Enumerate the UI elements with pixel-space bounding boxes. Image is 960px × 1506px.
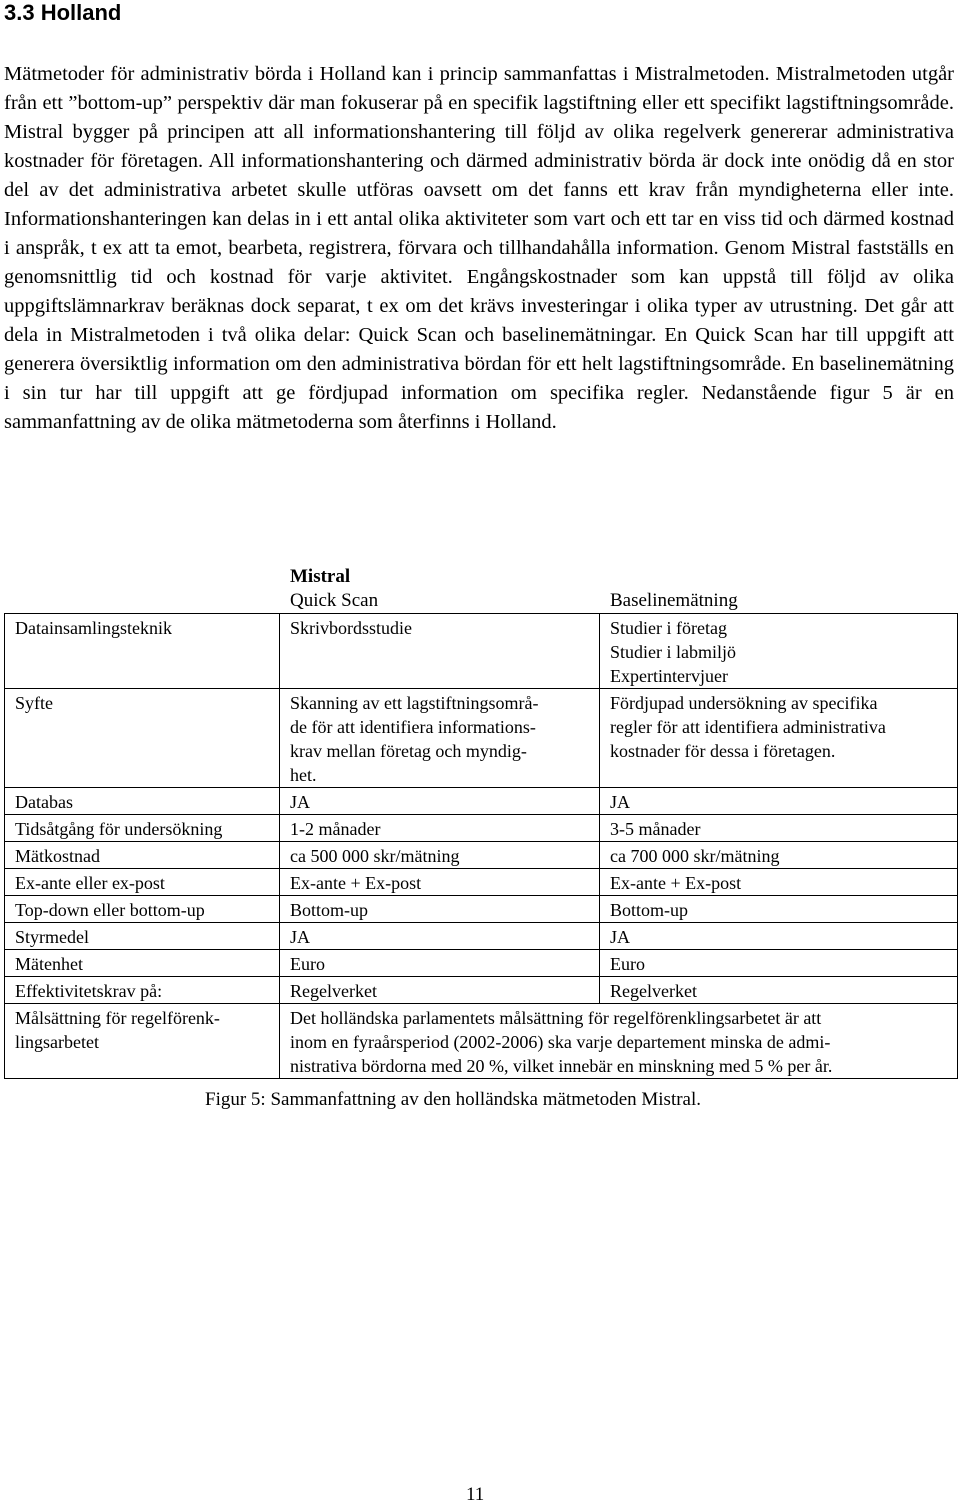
row-label: Datainsamlingsteknik bbox=[5, 614, 280, 689]
quick-scan-cell: Euro bbox=[280, 950, 600, 977]
body-paragraph: Mätmetoder för administrativ börda i Holland kan i princip sammanfattas i Mistralmetoden. Mistralmetoden utgår från ett ”bottom-up” perspektiv där man fokuserar på en specifik lagstiftning eller ett specifikt lagstiftningsområde. Mistral bygger på principen att all informationshantering till följd av olika regelverk genererar administrativa kostnader för företagen. All informationshantering och därmed administrativ börda är dock inte onödig då en stor del av det administrativa arbetet skulle utföras oavsett om det fanns ett krav från myndigheterna eller inte. Informationshanteringen kan delas in i ett antal olika aktiviteter som vart och ett tar en viss tid och därmed kostnad i anspråk, t ex att ta emot, bearbeta, registrera, förvara och tillhandahålla information. Genom Mistral fastställs en genomsnittlig tid och kostnad för varje aktivitet. Engångskostnader som kan uppstå till följd av olika uppgiftslämnarkrav beräknas dock separat, t ex om det krävs investeringar i olika typer av utrustning. Det går att dela in Mistralmetoden i två olika delar: Quick Scan och baselinemätningar. En Quick Scan har till uppgift att generera översiktlig information om den administrativa bördan för ett helt lagstiftningsområde. En baselinemätning i sin tur har till uppgift att ge fördjupad information om specifika regler. Nedanstående figur 5 är en sammanfattning av de olika mätmetoderna som återfinns i Holland. bbox=[4, 63, 954, 433]
baseline-cell: Ex-ante + Ex-post bbox=[600, 869, 958, 896]
row-label: Effektivitetskrav på: bbox=[5, 977, 280, 1004]
quick-scan-cell: Bottom-up bbox=[280, 896, 600, 923]
baseline-cell: Euro bbox=[600, 950, 958, 977]
cell-line: nistrativa bördorna med 20 %, vilket innebär en minskning med 5 % per år. bbox=[290, 1056, 833, 1076]
cell-line: het. bbox=[290, 765, 317, 785]
column-header-quick-scan: Quick Scan bbox=[290, 590, 379, 611]
merged-goal-cell bbox=[280, 1004, 958, 1079]
baseline-cell: JA bbox=[600, 788, 958, 815]
cell-line: Skanning av ett lagstiftningsområ- bbox=[290, 693, 539, 713]
table-row bbox=[5, 1004, 958, 1079]
cell-line: Studier i företag bbox=[610, 618, 727, 638]
table-row bbox=[5, 923, 958, 950]
page-number: 11 bbox=[466, 1484, 485, 1505]
row-label: Databas bbox=[5, 788, 280, 815]
table-row bbox=[5, 689, 958, 788]
section-heading: 3.3 Holland bbox=[4, 0, 122, 25]
column-header-baseline: Baselinemätning bbox=[610, 590, 738, 611]
cell-line: Expertintervjuer bbox=[610, 666, 728, 686]
comparison-table bbox=[4, 613, 958, 1079]
row-label: Tidsåtgång för undersökning bbox=[5, 815, 280, 842]
quick-scan-cell: 1-2 månader bbox=[280, 815, 600, 842]
cell-line: Studier i labmiljö bbox=[610, 642, 736, 662]
table-row bbox=[5, 950, 958, 977]
cell-line: kostnader för dessa i företagen. bbox=[610, 741, 836, 761]
baseline-cell: 3-5 månader bbox=[600, 815, 958, 842]
cell-line: Fördjupad undersökning av specifika bbox=[610, 693, 878, 713]
row-label: Ex-ante eller ex-post bbox=[5, 869, 280, 896]
row-label: Mätkostnad bbox=[5, 842, 280, 869]
row-label: Syfte bbox=[5, 689, 280, 788]
quick-scan-cell: JA bbox=[280, 923, 600, 950]
quick-scan-cell: Regelverket bbox=[280, 977, 600, 1004]
quick-scan-cell: JA bbox=[280, 788, 600, 815]
quick-scan-cell: Skrivbordsstudie bbox=[280, 614, 600, 689]
baseline-cell bbox=[600, 614, 958, 689]
table-row bbox=[5, 842, 958, 869]
cell-line: Målsättning för regelförenk- bbox=[15, 1008, 220, 1028]
cell-line: krav mellan företag och myndig- bbox=[290, 741, 527, 761]
cell-line: de för att identifiera informations- bbox=[290, 717, 536, 737]
table-row bbox=[5, 869, 958, 896]
baseline-cell: Bottom-up bbox=[600, 896, 958, 923]
table-row bbox=[5, 614, 958, 689]
quick-scan-cell bbox=[280, 689, 600, 788]
cell-line: lingsarbetet bbox=[15, 1032, 99, 1052]
cell-line: regler för att identifiera administrativa bbox=[610, 717, 886, 737]
row-label: Styrmedel bbox=[5, 923, 280, 950]
row-label bbox=[5, 1004, 280, 1079]
quick-scan-cell: ca 500 000 skr/mätning bbox=[280, 842, 600, 869]
figure-caption: Figur 5: Sammanfattning av den holländska mätmetoden Mistral. bbox=[205, 1089, 702, 1110]
table-row bbox=[5, 815, 958, 842]
figure-title: Mistral bbox=[290, 566, 351, 587]
baseline-cell: ca 700 000 skr/mätning bbox=[600, 842, 958, 869]
quick-scan-cell: Ex-ante + Ex-post bbox=[280, 869, 600, 896]
table-row bbox=[5, 977, 958, 1004]
baseline-cell: Regelverket bbox=[600, 977, 958, 1004]
row-label: Mätenhet bbox=[5, 950, 280, 977]
baseline-cell: JA bbox=[600, 923, 958, 950]
baseline-cell bbox=[600, 689, 958, 788]
cell-line: inom en fyraårsperiod (2002-2006) ska varje departement minska de admi- bbox=[290, 1032, 831, 1052]
table-row bbox=[5, 788, 958, 815]
cell-line: Det holländska parlamentets målsättning för regelförenklingsarbetet är att bbox=[290, 1008, 822, 1028]
row-label: Top-down eller bottom-up bbox=[5, 896, 280, 923]
table-row bbox=[5, 896, 958, 923]
